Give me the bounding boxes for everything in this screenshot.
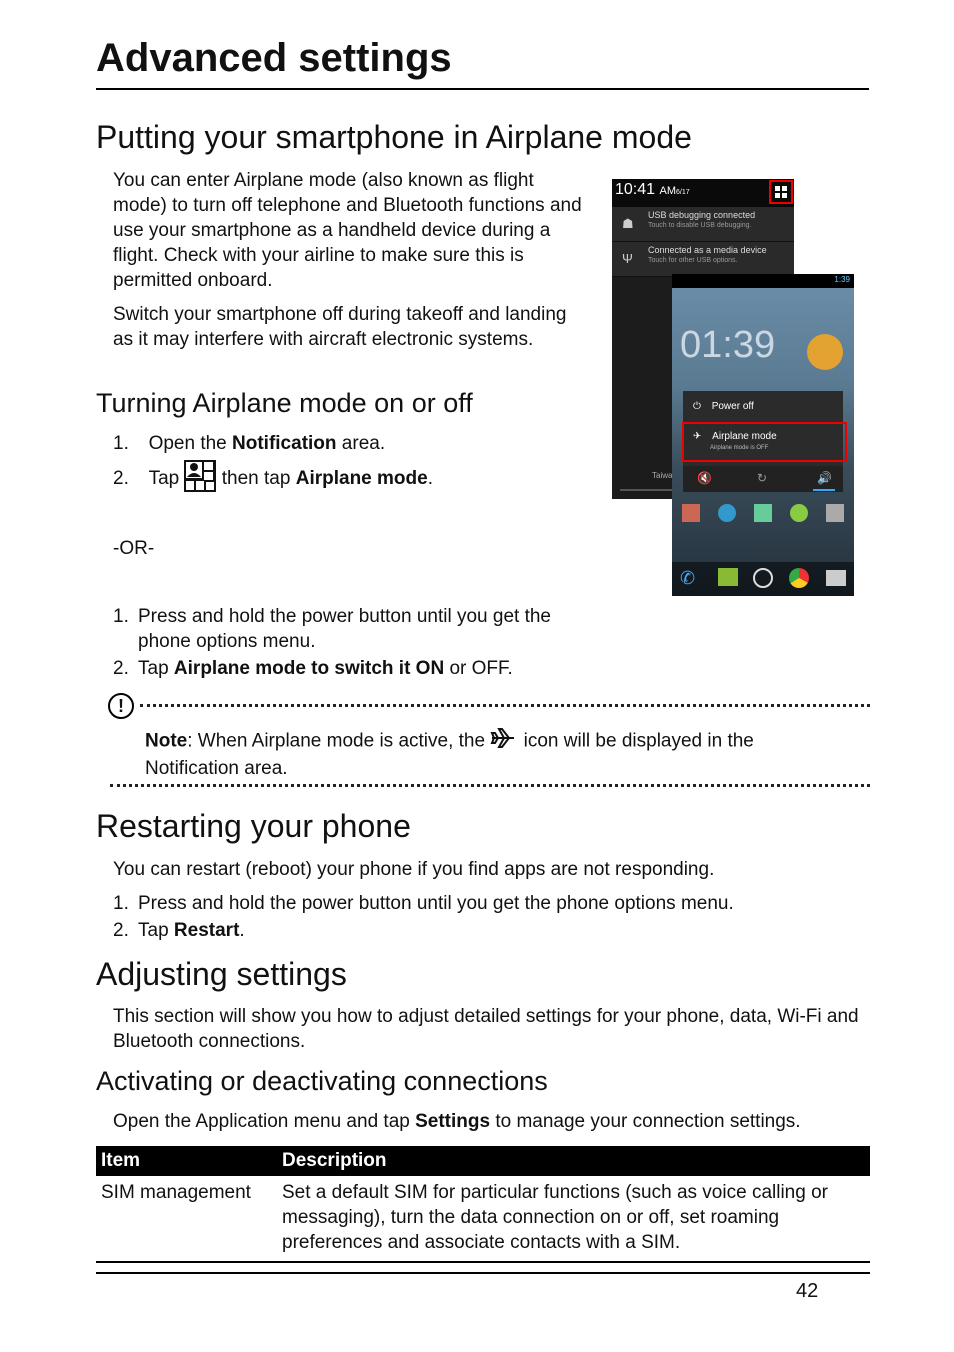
- table-header-description: Description: [277, 1146, 870, 1176]
- footer-rule: [96, 1272, 870, 1274]
- menu-airplane-mode: ✈ Airplane mode Airplane mode is OFF: [693, 431, 777, 451]
- power-icon: ⏻: [693, 401, 701, 412]
- settings-table: [96, 1146, 870, 1263]
- paragraph-connections: Open the Application menu and tap Settings to manage your connection settings.: [113, 1111, 801, 1132]
- table-header-item: Item: [96, 1146, 277, 1176]
- paragraph-adjusting: This section will show you how to adjust detailed settings for your phone, data, Wi-Fi and Bluetooth connections.: [113, 1006, 859, 1052]
- weather-sun-icon: [807, 334, 843, 370]
- list-item-tap-airplane: 2. Tap then tap Airplane mode.: [113, 463, 433, 495]
- quick-settings-icon: [184, 460, 216, 492]
- quick-toggle-row: 🔇 ↻ 🔊: [683, 466, 843, 492]
- section-heading-restart: Restarting your phone: [96, 808, 411, 844]
- chrome-icon: [789, 568, 809, 588]
- section-heading-airplane: Putting your smartphone in Airplane mode: [96, 119, 692, 155]
- paragraph-restart: You can restart (reboot) your phone if you find apps are not responding.: [113, 859, 715, 880]
- menu-power-off: ⏻ Power off: [693, 401, 754, 412]
- subheading-connections: Activating or deactivating connections: [96, 1066, 548, 1096]
- apps-icon: [753, 568, 773, 588]
- note-exclamation-icon: [108, 693, 134, 719]
- airplane-small-icon: ✈: [693, 431, 702, 442]
- phone-icon: ✆: [680, 568, 696, 588]
- camera-icon: [826, 570, 846, 586]
- table-cell-item: SIM management: [96, 1176, 277, 1262]
- list-item-open-notification: 1. Open the Notification area.: [113, 433, 386, 454]
- paragraph-airplane-intro: You can enter Airplane mode (also known as flight mode) to turn off telephone and Bluetooth functions and use your smartphone as a handheld device during a flight. Check with your airline to make sure this is permitted onboard.: [113, 170, 582, 291]
- page-number: 42: [796, 1280, 819, 1302]
- messaging-icon: [718, 568, 738, 586]
- table-cell-description: Set a default SIM for particular functions (such as voice calling or messaging), turn the data connection on or off, set roaming preferences and associate contacts with a SIM.: [277, 1176, 870, 1262]
- page-title: Advanced settings: [96, 36, 452, 80]
- section-heading-adjusting: Adjusting settings: [96, 956, 347, 992]
- note-text: Note: When Airplane mode is active, the icon will be displayed in the Notification area.: [145, 727, 825, 781]
- list-item-press-power: 1. Press and hold the power button until you get the phone options menu.: [113, 606, 551, 652]
- app-row: [682, 504, 847, 524]
- phone-screenshot-notifications: 10:41 AM6/17 ☗ USB debugging connected Touch to disable USB debugging. Ψ Connected as a media device Touch for other USB options. Taiwa: [612, 179, 794, 499]
- list-item-tap-airplane-switch: 2. Tap Airplane mode to switch it ON or OFF.: [113, 658, 513, 679]
- app-dock: [672, 562, 854, 596]
- notification-usb-debugging: ☗ USB debugging connected Touch to disable USB debugging.: [612, 207, 794, 242]
- list-item-restart-press: 1. Press and hold the power button until you get the phone options menu.: [113, 893, 734, 914]
- airplane-mode-highlight: [682, 422, 847, 462]
- quick-settings-highlight: [769, 180, 793, 204]
- usb-icon: Ψ: [622, 251, 633, 266]
- subheading-turning-airplane: Turning Airplane mode on or off: [96, 388, 473, 418]
- list-item-restart-tap: 2. Tap Restart.: [113, 920, 245, 941]
- notification-media-device: Ψ Connected as a media device Touch for other USB options.: [612, 242, 794, 277]
- note-bottom-border: [110, 784, 870, 787]
- phone-screenshot-power-menu: 1:39 01:39 ⏻ Power off ✈ Airplane mode Airplane mode is OFF 🔇 ↻ 🔊 ✆: [672, 274, 854, 596]
- or-separator: -OR-: [113, 538, 155, 559]
- note-top-border: [140, 704, 870, 707]
- airplane-icon: [490, 727, 518, 756]
- paragraph-airplane-warning: Switch your smartphone off during takeoff and landing as it may interfere with aircraft electronic systems.: [113, 304, 567, 350]
- android-icon: ☗: [622, 216, 634, 231]
- title-rule: [96, 88, 869, 90]
- table-row: [96, 1176, 870, 1262]
